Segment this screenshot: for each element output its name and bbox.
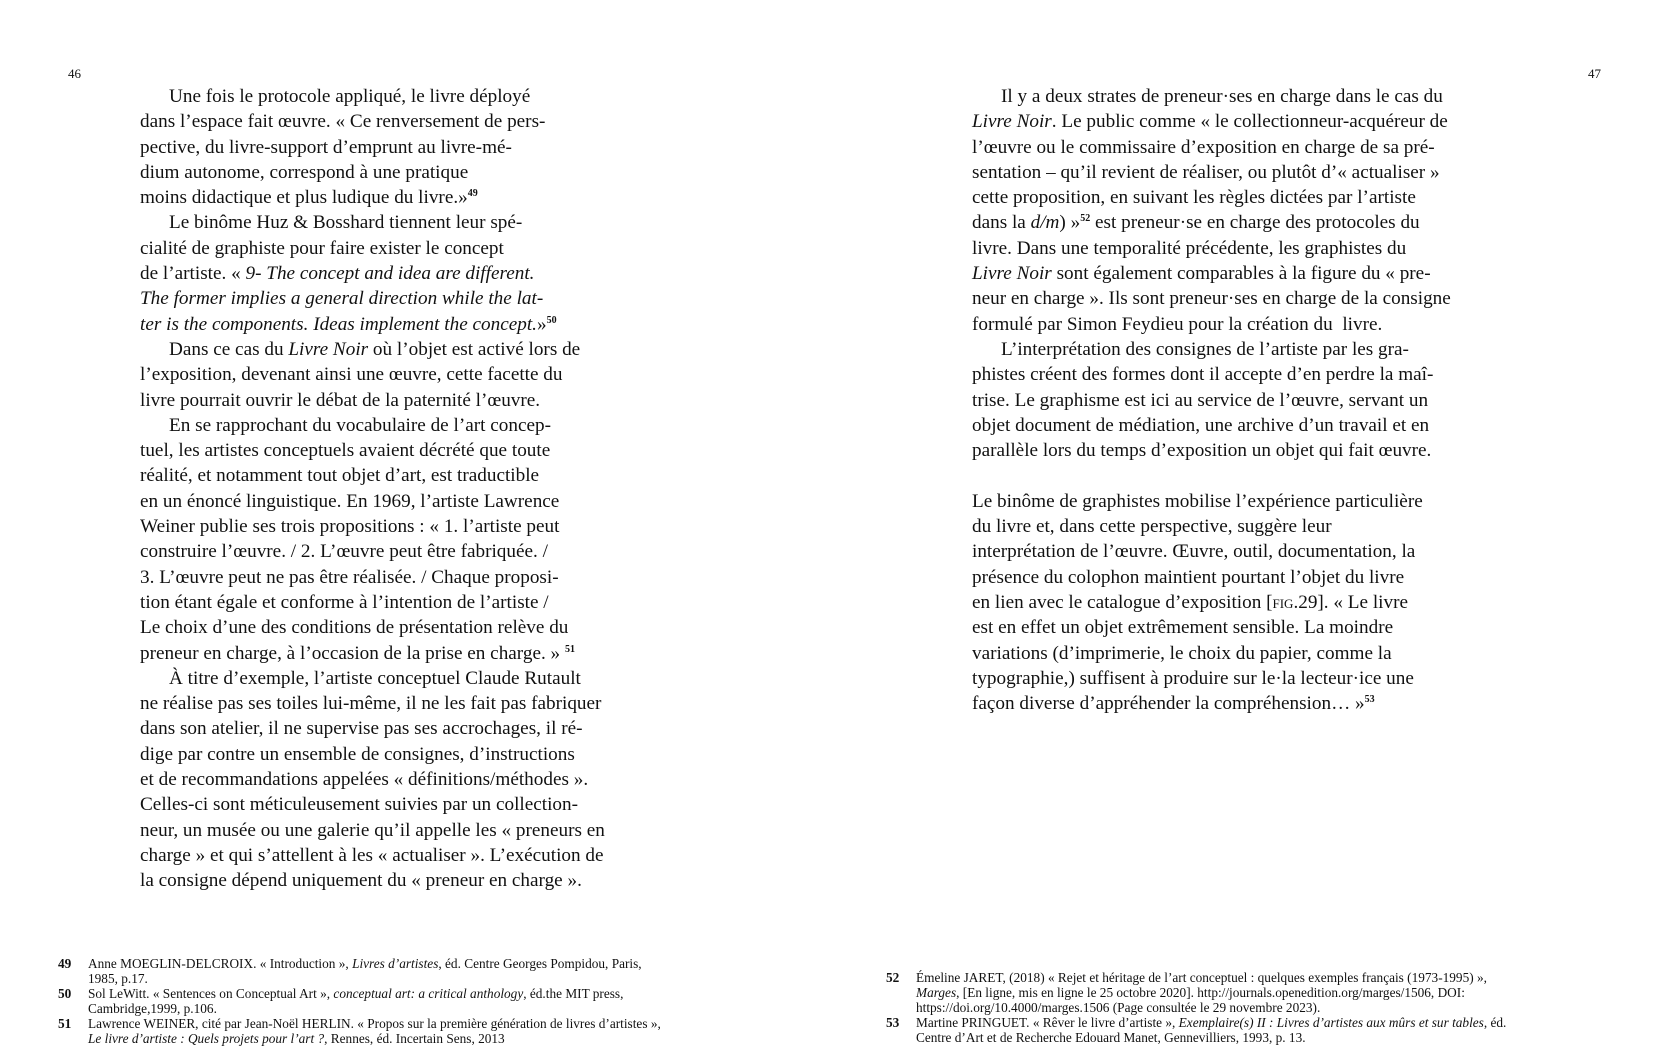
text-line [972,261,1542,286]
text-run: Le choix d’une des conditions de présentation relève du [140,617,569,639]
text-run: phistes créent des formes dont il accepte d’en perdre la maî- [972,364,1434,386]
text-run: variations (d’imprimerie, le choix du papier, comme la [972,642,1392,664]
text-run: est preneur·se en charge des protocoles du [1090,212,1420,234]
text-line [972,84,1542,109]
text-line [972,514,1542,539]
text-run: de l’artiste. « [140,263,246,285]
text-run: , éd.the MIT press, [523,986,624,1001]
text-run: , éd. Centre Georges Pompidou, Paris, [438,956,642,971]
left-page [0,0,826,1062]
text-line [140,312,700,337]
footnotes [58,956,798,1046]
text-run: du livre et, dans cette perspective, suggère leur [972,516,1332,538]
text-line [140,565,700,590]
paragraph [140,337,700,413]
footnote [58,1016,798,1046]
text-line [140,236,700,261]
text-line [972,666,1542,691]
footnote-line [916,1000,1626,1015]
text-run: Dans ce cas du [169,338,289,360]
italic-text-run: d/m [1030,212,1060,234]
text-run: l’exposition, devenant ainsi une œuvre, cette facette du [140,364,563,386]
text-run: en un énoncé linguistique. En 1969, l’artiste Lawrence [140,490,560,512]
text-line [140,539,700,564]
text-run: . Le public comme « le collectionneur-acquéreur de [1051,111,1448,133]
text-line [140,868,700,893]
footnote-line [88,1016,798,1031]
text-line [140,590,700,615]
footnote-reference: 49 [467,188,478,200]
footnote-text [916,1015,1626,1045]
footnote [886,970,1626,1015]
text-line [972,641,1542,666]
text-line [972,565,1542,590]
text-run: ) » [1059,212,1081,234]
footnote-number: 53 [886,1015,900,1030]
text-line [972,135,1542,160]
text-run: livre pourrait ouvrir le débat de la paternité l’œuvre. [140,389,541,411]
text-run: Lawrence WEINER, cité par Jean-Noël HERLIN. « Propos sur la première génération de livres d’artistes », [88,1016,661,1031]
text-line [972,489,1542,514]
text-line [140,742,700,767]
footnote-text [916,970,1626,1015]
text-run: cialité de graphiste pour faire exister le concept [140,237,504,259]
text-run: Une fois le protocole appliqué, le livre déployé [169,86,531,107]
text-run: moins didactique et plus ludique du livre.» [140,187,468,209]
text-line [972,691,1542,716]
text-line [140,691,700,716]
italic-text-run: The former implies a general direction while the lat- [140,288,544,310]
italic-text-run: ter is the components. Ideas implement the concept. [140,313,537,335]
text-run: pective, du livre-support d’emprunt au livre-mé- [140,136,512,158]
text-line [972,160,1542,185]
text-line [972,413,1542,438]
footnote-line [88,956,798,971]
text-line [140,792,700,817]
body-text [140,84,700,894]
italic-text-run: Livre Noir [972,111,1052,133]
text-line [972,539,1542,564]
paragraph [140,413,700,666]
text-run: .29]. « Le livre [1293,591,1408,613]
text-run: sont également comparables à la figure du « pre- [1051,263,1431,285]
italic-text-run: Exemplaire(s) II : Livres d’artistes aux mûrs et sur tables [1178,1015,1484,1030]
paragraph [972,463,1542,716]
text-run: , éd. [1483,1015,1507,1030]
text-run: L’interprétation des consignes de l’artiste par les gra- [1001,338,1409,360]
paragraph [140,210,700,336]
text-run: Il y a deux strates de preneur·ses en charge dans le cas du [1001,86,1443,107]
italic-text-run: Livre Noir [972,263,1052,285]
text-run: 1985, p.17. [88,971,148,986]
footnote [886,1015,1626,1045]
text-line [972,438,1542,463]
text-run: dans l’espace fait œuvre. « Ce renversement de pers- [140,111,546,133]
paragraph [140,84,700,210]
text-run: charge » et qui s’attellent à les « actualiser ». L’exécution de [140,844,604,866]
text-run: présence du colophon maintient pourtant l’objet du livre [972,566,1405,588]
text-line [972,590,1542,615]
footnote-line [916,1030,1626,1045]
text-line [140,84,700,109]
text-run: Le binôme Huz & Bosshard tiennent leur spé- [169,212,523,234]
footnote-line [88,1001,798,1016]
text-line [140,261,700,286]
text-run: typographie,) suffisent à produire sur le·la lecteur·ice une [972,667,1414,689]
text-run: Weiner publie ses trois propositions : « 1. l’artiste peut [140,516,560,538]
text-line [972,210,1542,235]
footnote-reference: 51 [564,643,575,655]
footnote-number: 49 [58,956,72,971]
text-line [972,185,1542,210]
footnote-line [916,970,1626,985]
text-line [972,236,1542,261]
text-run: formulé par Simon Feydieu pour la création du livre. [972,313,1383,335]
text-run: , Rennes, éd. Incertain Sens, 2013 [324,1031,505,1046]
text-run: , [En ligne, mis en ligne le 25 octobre 2020]. http://journals.openedition.org/marges/1506, DOI: [956,985,1465,1000]
text-line [140,362,700,387]
text-line [140,514,700,539]
text-run: tion étant égale et conforme à l’intention de l’artiste / [140,591,549,613]
footnote-reference: 50 [546,314,557,326]
italic-text-run: Livre Noir [288,338,369,360]
footnote-reference: 52 [1080,213,1091,225]
footnote [58,956,798,986]
text-run: À titre d’exemple, l’artiste conceptuel Claude Rutault [169,667,581,689]
page-number: 47 [1588,66,1601,81]
text-line [140,615,700,640]
footnote-line [88,986,798,1001]
text-run: en lien avec le catalogue d’exposition [ [972,591,1273,613]
right-page [826,0,1653,1062]
text-line [140,109,700,134]
blank-line [972,463,1542,488]
text-run: neur en charge ». Ils sont preneur·ses en charge de la consigne [972,288,1451,310]
footnote-number: 51 [58,1016,72,1031]
text-line [140,388,700,413]
text-run: sentation – qu’il revient de réaliser, ou plutôt d’« actualiser » [972,161,1440,183]
text-run: Le binôme de graphistes mobilise l’expérience particulière [972,490,1423,512]
text-line [140,716,700,741]
text-line [140,666,700,691]
text-line [140,489,700,514]
footnote-line [916,985,1626,1000]
text-run: dans la [972,212,1031,234]
text-line [140,843,700,868]
text-line [972,337,1542,362]
footnotes [886,970,1626,1045]
text-run: est en effet un objet extrêmement sensible. La moindre [972,617,1394,639]
text-line [140,413,700,438]
text-run: réalité, et notamment tout objet d’art, est traductible [140,465,540,487]
text-run: l’œuvre ou le commissaire d’exposition en charge de sa pré- [972,136,1435,158]
text-line [972,362,1542,387]
text-line [140,135,700,160]
footnote [58,986,798,1016]
footnote-line [88,971,798,986]
text-run: preneur en charge, à l’occasion de la prise en charge. » [140,642,565,664]
text-run: la consigne dépend uniquement du « preneur en charge ». [140,870,582,892]
text-run: tuel, les artistes conceptuels avaient décrété que toute [140,440,551,462]
text-run: 3. L’œuvre peut ne pas être réalisée. / Chaque proposi- [140,566,559,588]
text-run: Anne MOEGLIN-DELCROIX. « Introduction », [88,956,353,971]
text-line [972,615,1542,640]
text-run: interprétation de l’œuvre. Œuvre, outil, documentation, la [972,541,1416,563]
page-number: 46 [68,66,81,81]
text-run: En se rapprochant du vocabulaire de l’art concep- [169,414,551,436]
text-run: façon diverse d’appréhender la compréhension… » [972,693,1365,715]
text-run: trise. Le graphisme est ici au service de l’œuvre, servant un [972,389,1429,411]
text-line [140,767,700,792]
paragraph [972,337,1542,463]
text-run: dige par contre un ensemble de consignes, d’instructions [140,743,575,765]
italic-text-run: Livres d’artistes [352,956,439,971]
text-line [972,286,1542,311]
text-run: https://doi.org/10.4000/marges.1506 (Page consultée le 29 novembre 2023). [916,1000,1321,1015]
text-line [140,286,700,311]
paragraph [140,666,700,894]
text-run: Cambridge,1999, p.106. [88,1001,217,1016]
text-run: Martine PRINGUET. « Rêver le livre d’artiste », [916,1015,1179,1030]
footnote-text [88,986,798,1016]
italic-text-run: 9- The concept and idea are different. [245,263,535,285]
paragraph [972,84,1542,337]
text-run: Celles-ci sont méticuleusement suivies par un collection- [140,794,578,816]
footnote-line [88,1031,798,1046]
text-run: et de recommandations appelées « définitions/méthodes ». [140,769,589,791]
text-line [972,109,1542,134]
footnote-text [88,956,798,986]
text-run: construire l’œuvre. / 2. L’œuvre peut être fabriquée. / [140,541,548,563]
text-line [972,388,1542,413]
text-line [972,312,1542,337]
text-line [140,337,700,362]
italic-text-run: conceptual art: a critical anthology [333,986,524,1001]
text-run: où l’objet est activé lors de [368,338,581,360]
text-line [140,438,700,463]
text-run: livre. Dans une temporalité précédente, les graphistes du [972,237,1407,259]
small-caps-text-run: fig [1272,591,1294,613]
italic-text-run: Le livre d’artiste : Quels projets pour l’art ? [88,1031,325,1046]
text-run: neur, un musée ou une galerie qu’il appelle les « preneurs en [140,819,605,841]
footnote-number: 52 [886,970,900,985]
text-run: parallèle lors du temps d’exposition un objet qui fait œuvre. [972,440,1432,462]
text-run: cette proposition, en suivant les règles dictées par l’artiste [972,187,1416,209]
italic-text-run: Marges [916,985,957,1000]
text-run: objet document de médiation, une archive d’un travail et en [972,414,1430,436]
footnote-text [88,1016,798,1046]
footnote-reference: 53 [1364,694,1375,706]
text-line [140,185,700,210]
text-run: dium autonome, correspond à une pratique [140,161,469,183]
text-run: » [536,313,547,335]
text-line [140,210,700,235]
text-run: Centre d’Art et de Recherche Edouard Manet, Gennevilliers, 1993, p. 13. [916,1030,1306,1045]
footnote-line [916,1015,1626,1030]
text-line [140,641,700,666]
text-run: ne réalise pas ses toiles lui-même, il ne les fait pas fabriquer [140,693,602,715]
text-run: Sol LeWitt. « Sentences on Conceptual Art », [88,986,334,1001]
text-line [140,818,700,843]
text-run: dans son atelier, il ne supervise pas ses accrochages, il ré- [140,718,583,740]
text-line [140,463,700,488]
text-line [140,160,700,185]
body-text [972,84,1542,716]
text-run: Émeline JARET, (2018) « Rejet et héritage de l’art conceptuel : quelques exemples français (1973-1995) », [916,970,1487,985]
footnote-number: 50 [58,986,72,1001]
